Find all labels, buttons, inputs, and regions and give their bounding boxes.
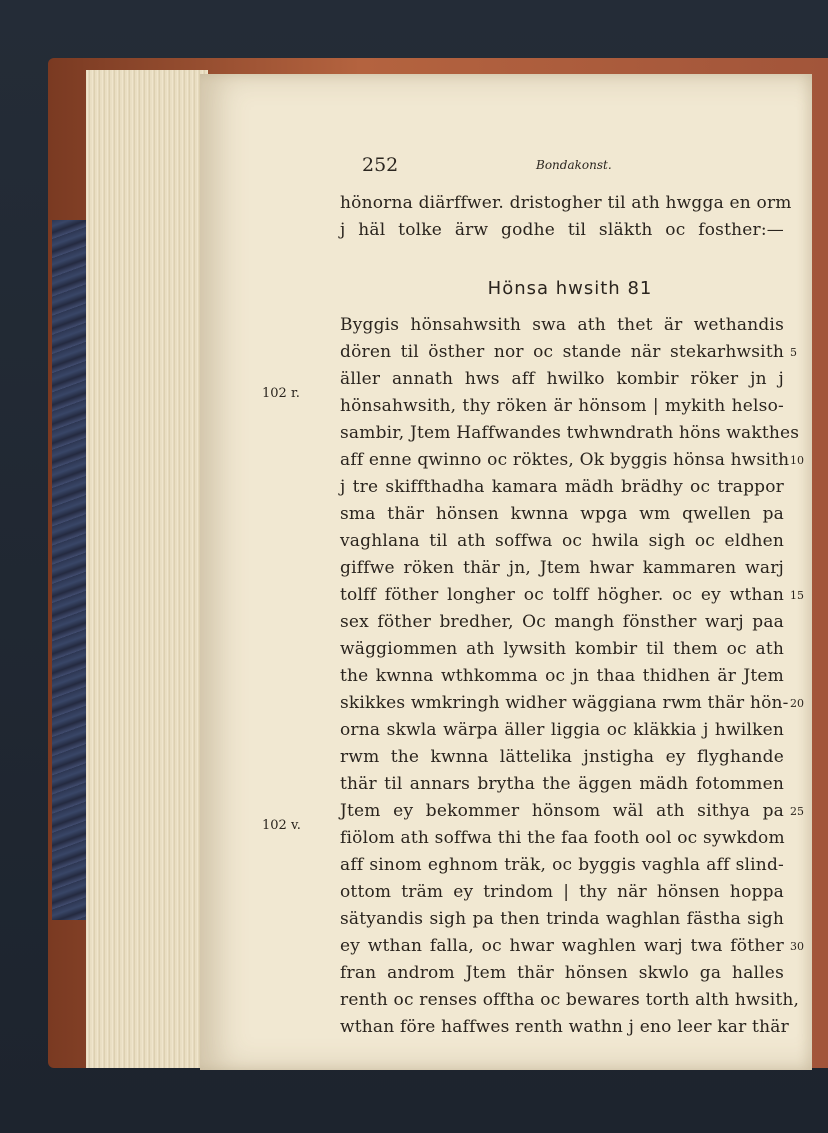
text-line: ottom träm ey trindom | thy när hönsen hoppa (340, 882, 784, 902)
text-line: sma thär hönsen kwnna wpga wm qwellen pa (340, 504, 784, 524)
text-line: wäggiommen ath lywsith kombir til them oc ath (340, 639, 784, 659)
line-number: 30 (790, 940, 804, 953)
text-line: tolff föther longher oc tolff högher. oc ey wthan (340, 585, 784, 605)
section-heading: Hönsa hwsith 81 (487, 278, 653, 299)
text-line: aff sinom eghnom träk, oc byggis vaghla aff slind- (340, 855, 784, 875)
text-line: sambir, Jtem Haffwandes twhwndrath höns wakthes (340, 423, 800, 443)
text-line: sex föther bredher, Oc mangh fönsther warj paa (340, 612, 784, 632)
text-line: rwm the kwnna lättelika jnstigha ey flyghande (340, 747, 784, 767)
margin-folio-note: 102 r. (262, 386, 300, 401)
line-number: 15 (790, 589, 804, 602)
text-line: skikkes wmkringh widher wäggiana rwm thär hön- (340, 693, 789, 713)
text-line: vaghlana til ath soffwa oc hwila sigh oc eldhen (340, 531, 784, 551)
running-head: Bondakonst. (536, 158, 612, 172)
page-edges (86, 70, 208, 1068)
line-number: 10 (790, 454, 804, 467)
text-line: orna skwla wärpa äller liggia oc kläkkia j hwilken (340, 720, 784, 740)
line-number: 5 (790, 346, 797, 359)
text-line: fiölom ath soffwa thi the faa footh ool oc sywkdom (340, 828, 785, 848)
text-line: dören til östher nor oc stande när stekarhwsith (340, 342, 784, 362)
line-number: 25 (790, 805, 804, 818)
text-line: fran androm Jtem thär hönsen skwlo ga halles (340, 963, 784, 983)
margin-folio-note: 102 v. (262, 818, 301, 833)
intro-text (340, 190, 792, 244)
text-line: giffwe röken thär jn, Jtem hwar kammaren warj (340, 558, 784, 578)
text-line: Jtem ey bekommer hönsom wäl ath sithya pa (340, 801, 784, 821)
text-line: j häl tolke ärw godhe til släkth oc fosther:— (340, 220, 784, 240)
text-line: ey wthan falla, oc hwar waghlen warj twa föther (340, 936, 784, 956)
text-line: hönsahwsith, thy röken är hönsom | mykith helso- (340, 396, 784, 416)
line-number: 20 (790, 697, 804, 710)
book-spine-marbled (52, 220, 88, 920)
text-line: the kwnna wthkomma oc jn thaa thidhen är Jtem (340, 666, 784, 686)
text-line: sätyandis sigh pa then trinda waghlan fästha sigh (340, 909, 784, 929)
page-header (0, 154, 828, 184)
text-line: j tre skiffthadha kamara mädh brädhy oc trappor (340, 477, 784, 497)
text-line: äller annath hws aff hwilko kombir röker jn j (340, 369, 784, 389)
text-line: thär til annars brytha the äggen mädh fotommen (340, 774, 784, 794)
text-line: hönorna diärffwer. dristogher til ath hwgga en orm (340, 193, 792, 213)
page-number: 252 (362, 154, 399, 176)
text-line: renth oc renses offtha oc bewares torth alth hwsith, (340, 990, 800, 1010)
text-line: wthan före haffwes renth wathn j eno leer kar thär (340, 1017, 789, 1037)
text-line: Byggis hönsahwsith swa ath thet är wethandis (340, 315, 784, 335)
text-line: aff enne qwinno oc röktes, Ok byggis hönsa hwsith (340, 450, 790, 470)
